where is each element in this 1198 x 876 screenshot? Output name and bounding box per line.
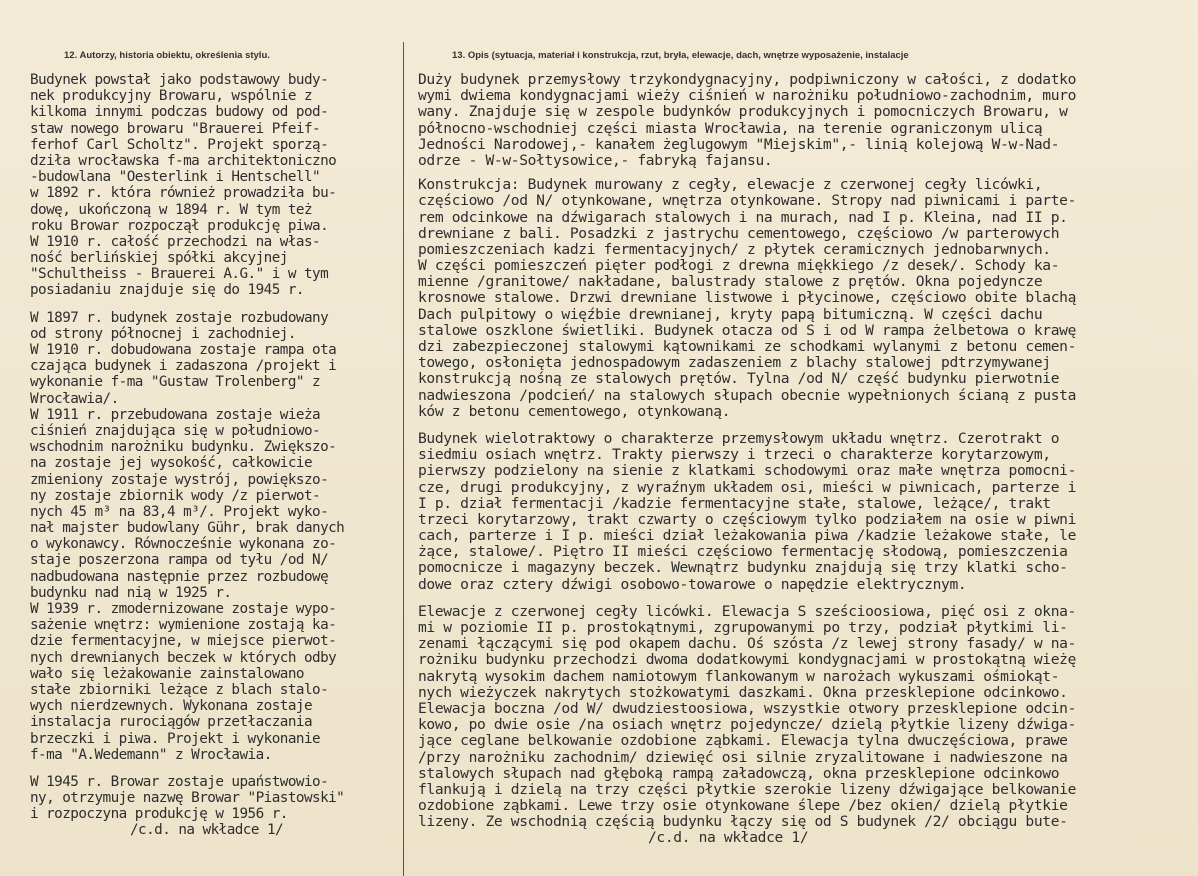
text-line: cach, parterze i I p. mieści dział leżakowania piwa /kadzie leżakowe stałe, le (418, 527, 1077, 545)
text-line: Budynek wielotraktowy o charakterze przemysłowym układu wnętrz. Czerotrakt o (418, 429, 1060, 447)
text-line: W 1910 r. całość przechodzi na włas- (30, 233, 321, 250)
text-line: konstrukcją nośną ze stalowych prętów. Tylna /od N/ część budynku pierwotnie (418, 370, 1060, 388)
text-line: W 1945 r. Browar zostaje upaństwowio- (30, 773, 329, 790)
text-line: i rozpoczyna produkcję w 1956 r. (30, 806, 288, 823)
text-line: W części pomieszczeń pięter podłogi z drewna miękkiego /z desek/. Schody ka- (418, 257, 1060, 275)
text-line: zenami łączącymi się pod okapem dachu. Oś szósta /z lewej strony fasady/ w na- (418, 635, 1077, 653)
text-line: Elewacja boczna /od W/ dwudziestoosiowa, wszystkie otwory przesklepione odcin- (418, 699, 1077, 717)
text-line: pierwszy podzielony na sienie z klatkami schodowymi oraz małe wnętrza pomocni- (418, 462, 1077, 480)
continuation-note: /c.d. na wkładce 1/ (130, 822, 284, 839)
text-line: mienne /granitowe/ nakładane, balustrady stalowe z prętów. Okna pojedyncze (418, 273, 1043, 291)
text-line: Dach pulpitowy o więźbie drewnianej, kryty papą bitumiczną. W części dachu (418, 305, 1043, 323)
text-line: trzeci korytarzowy, trakt czwarty o częściowym tylko podziałem na osie w piwni (418, 510, 1077, 528)
text-line: pomocnicze i magazyny beczek. Wewnątrz budynku znajdują się trzy klatki scho- (418, 559, 1068, 577)
text-line: sażenie wnętrz: wymienione zostają ka- (30, 617, 337, 634)
paragraph (30, 310, 398, 763)
text-line: na zostaje jej wysokość, całkowicie (30, 455, 313, 472)
text-line: ny, otrzymuje nazwę Browar "Piastowski" (30, 790, 345, 807)
text-line: Duży budynek przemysłowy trzykondygnacyjny, podpiwniczony w całości, z dodatko (418, 71, 1077, 88)
text-line: Konstrukcja: Budynek murowany z cegły, elewacje z czerwonej cegły licówki, (418, 176, 1043, 194)
text-line: wymi dwiema kondygnacjami wieży ciśnień w narożniku południowo-zachodnim, muro (418, 87, 1077, 105)
paragraph-gap (30, 763, 398, 774)
paragraph (418, 604, 1190, 831)
left-section-header: 12. Autorzy, historia obiektu, określenia stylu. (64, 50, 270, 61)
text-line: od strony północnej i zachodniej. (30, 325, 296, 342)
text-line: nych drewnianych beczek w których odby (30, 649, 337, 666)
text-line: dzie fermentacyjne, w miejsce pierwot- (30, 633, 337, 650)
text-line: ków z betonu cementowego, otynkowaną. (418, 402, 731, 420)
text-line: Wrocławia/. (30, 390, 119, 407)
text-line: ferhof Carl Scholtz". Projekt sporzą- (30, 136, 329, 153)
left-column (30, 72, 398, 839)
text-line: instalacja rurociągów przetłaczania (30, 714, 313, 731)
text-line: mi w poziomie II p. prostokątnymi, zgrupowanymi po trzy, podział płytkimi li- (418, 619, 1068, 636)
text-line: brzeczki i piwa. Projekt i wykonanie (30, 730, 321, 747)
paragraph (30, 72, 398, 299)
text-line: dzi zabezpieczonej stalowymi kątownikami ze schodkami wylanymi z betonu cemen- (418, 338, 1077, 355)
text-line: Jedności Narodowej,- kanałem żeglugowym "Miejskim",- linią kolejową W-w-Nad- (418, 135, 1060, 153)
text-line: W 1911 r. przebudowana zostaje wieża (30, 406, 321, 423)
text-line: nał majster budowlany Gühr, brak danych (30, 520, 345, 537)
text-line: ność berlińskiej spółki akcyjnej (30, 250, 288, 267)
paragraph (30, 774, 398, 823)
text-line: stalowe oszklone świetliki. Budynek otacza od S i od W rampa żelbetowa o krawę (418, 321, 1077, 339)
continuation-note: /c.d. na wkładce 1/ (648, 829, 809, 847)
text-line: staje poszerzona rampa od tyłu /od N/ (30, 552, 329, 569)
text-line: flankują i dzielą na trzy części płytkie szerokie lizeny dźwigające belkowanie (418, 780, 1077, 798)
text-line: dowę, ukończoną w 1894 r. W tym też (30, 201, 313, 218)
text-line: o wykonawcy. Równocześnie wykonana zo- (30, 536, 337, 553)
text-line: czająca budynek i zadaszona /projekt i (30, 358, 337, 375)
text-line: nych wieżyczek nakrytych stożkowatymi daszkami. Okna przesklepione odcinkowo. (418, 683, 1068, 701)
text-line: siedmiu osiach wnętrz. Trakty pierwszy i trzeci o charakterze korytarzowym, (418, 446, 1051, 464)
text-line: kilkoma innymi podczas budowy od pod- (30, 104, 329, 121)
text-line: wykonanie f-ma "Gustaw Trolenberg" z (30, 374, 321, 391)
text-line: rożniku budynku przechodzi dwoma dodatkowymi kondygnacjami w prostokątną wieżę (418, 651, 1077, 669)
text-line: nadbudowana następnie przez rozbudowę (30, 568, 329, 585)
text-line: nadwieszona /podcień/ na stalowych słupach obecnie wypełnionych ścianą z pusta (418, 386, 1077, 404)
text-line: W 1939 r. zmodernizowane zostaje wypo- (30, 601, 337, 617)
text-line: roku Browar rozpoczął produkcję piwa. (30, 217, 329, 234)
text-line: cze, drugi produkcyjny, z wyraźnym układem osi, mieści w piwnicach, parterze i (418, 478, 1077, 496)
text-line: budynku nad nią w 1925 r. (30, 584, 232, 601)
text-line: nek produkcyjny Browaru, wspólnie z (30, 88, 313, 105)
text-line: wych nierdzewnych. Wykonana zostaje (30, 698, 313, 715)
text-line: nakrytą wysokim dachem namiotowym flankowanym w narożach wykuszami ośmiokąt- (418, 667, 1060, 685)
text-line: I p. dział fermentacji /kadzie fermentacyjne stałe, stalowe, leżące/, trakt (418, 494, 1051, 512)
text-line: /przy narożniku zachodnim/ dziewięć osi silnie zryzalitowane i nadwieszone na (418, 748, 1068, 766)
paragraph-gap (30, 299, 398, 310)
text-line: f-ma "A.Wedemann" z Wrocławia. (30, 746, 272, 763)
text-line: częściowo /od N/ otynkowane, wnętrza otynkowane. Stropy nad piwnicami i parte- (418, 192, 1077, 210)
paragraph (418, 72, 1190, 169)
text-line: wało się leżakowanie zainstalowano (30, 665, 304, 682)
text-line: Budynek powstał jako podstawowy budy- (30, 72, 329, 88)
text-line: nych 45 m³ na 83,4 m³/. Projekt wyko- (30, 503, 329, 520)
text-line: północno-wschodniej części miasta Wrocławia, na terenie ograniczonym ulicą (418, 119, 1043, 137)
text-line: jące ceglane belkowanie ozdobione ząbkami. Elewacja tylna dwuczęściowa, prawe (418, 732, 1068, 750)
text-line: W 1910 r. dobudowana zostaje rampa ota (30, 342, 337, 358)
text-line: pomieszczeniach kadzi fermentacyjnych/ z płytek ceramicznych jednobarwnych. (418, 240, 1051, 258)
text-line: Elewacje z czerwonej cegły licówki. Elewacja S sześcioosiowa, pięć osi z okna- (418, 602, 1077, 620)
paragraph (418, 431, 1190, 593)
text-line: wschodnim narożniku budynku. Zwiększo- (30, 439, 337, 456)
text-line: towego, osłonięta jednospadowym zadaszeniem z blachy stalowej pdtrzymywanej (418, 354, 1051, 372)
text-line: krosnowe stalowe. Drzwi drewniane listwowe i płycinowe, częściowo obite blachą (418, 289, 1077, 307)
text-line: ciśnień znajdująca się w południowo- (30, 422, 321, 439)
text-line: stałe zbiorniki leżące z blach stalo- (30, 681, 329, 698)
column-divider (403, 42, 404, 876)
text-line: drewniane z bali. Posadzki z jastrychu cementowego, częściowo /w parterowych (418, 224, 1060, 242)
text-line: W 1897 r. budynek zostaje rozbudowany (30, 309, 329, 326)
text-line: wany. Znajduje się w zespole budynków produkcyjnych i pomocniczych Browaru, w (418, 103, 1068, 121)
text-line: rem odcinkowe na dźwigarach stalowych i na murach, nad I p. Kleina, nad II p. (418, 208, 1068, 226)
text-line: kowo, po dwie osie /na osiach wnętrz pojedyncze/ dzielą płytkie lizeny dźwiga- (418, 716, 1077, 734)
text-line: odrze - W-w-Sołtysowice,- fabryką fajansu. (418, 151, 773, 169)
text-line: -budowlana "Oesterlink i Hentschell" (30, 169, 321, 186)
text-line: zmieniony zostaje wystrój, powiększo- (30, 471, 329, 488)
text-line: staw nowego browaru "Brauerei Pfeif- (30, 120, 321, 137)
right-section-header: 13. Opis (sytuacja, materiał i konstrukcja, rzut, bryła, elewacje, dach, wnętrze wyposażenie, instalacje (452, 50, 909, 61)
text-line: posiadaniu znajduje się do 1945 r. (30, 282, 304, 299)
paragraph (418, 177, 1190, 420)
text-line: ozdobione ząbkami. Lewe trzy osie otynkowane ślepe /bez okien/ dzielą płytkie (418, 797, 1068, 815)
text-line: "Schultheiss - Brauerei A.G." i w tym (30, 266, 329, 283)
text-line: ny zostaje zbiornik wody /z pierwot- (30, 487, 321, 504)
right-column (418, 72, 1190, 847)
text-line: w 1892 r. która również prowadziła bu- (30, 185, 337, 202)
text-line: lizeny. Ze wschodnią częścią budynku łączy się od S budynek /2/ obciągu bute- (418, 813, 1068, 831)
text-line: stalowych słupach nad głęboką rampą załadowczą, okna przesklepione odcinkowo (418, 764, 1060, 782)
text-line: dowe oraz cztery dźwigi osobowo-towarowe o napędzie elektrycznym. (418, 575, 967, 593)
text-line: dziła wrocławska f-ma architektoniczno (30, 152, 337, 169)
text-line: żące, stalowe/. Piętro II mieści częściowo fermentację słodową, pomieszczenia (418, 543, 1068, 561)
